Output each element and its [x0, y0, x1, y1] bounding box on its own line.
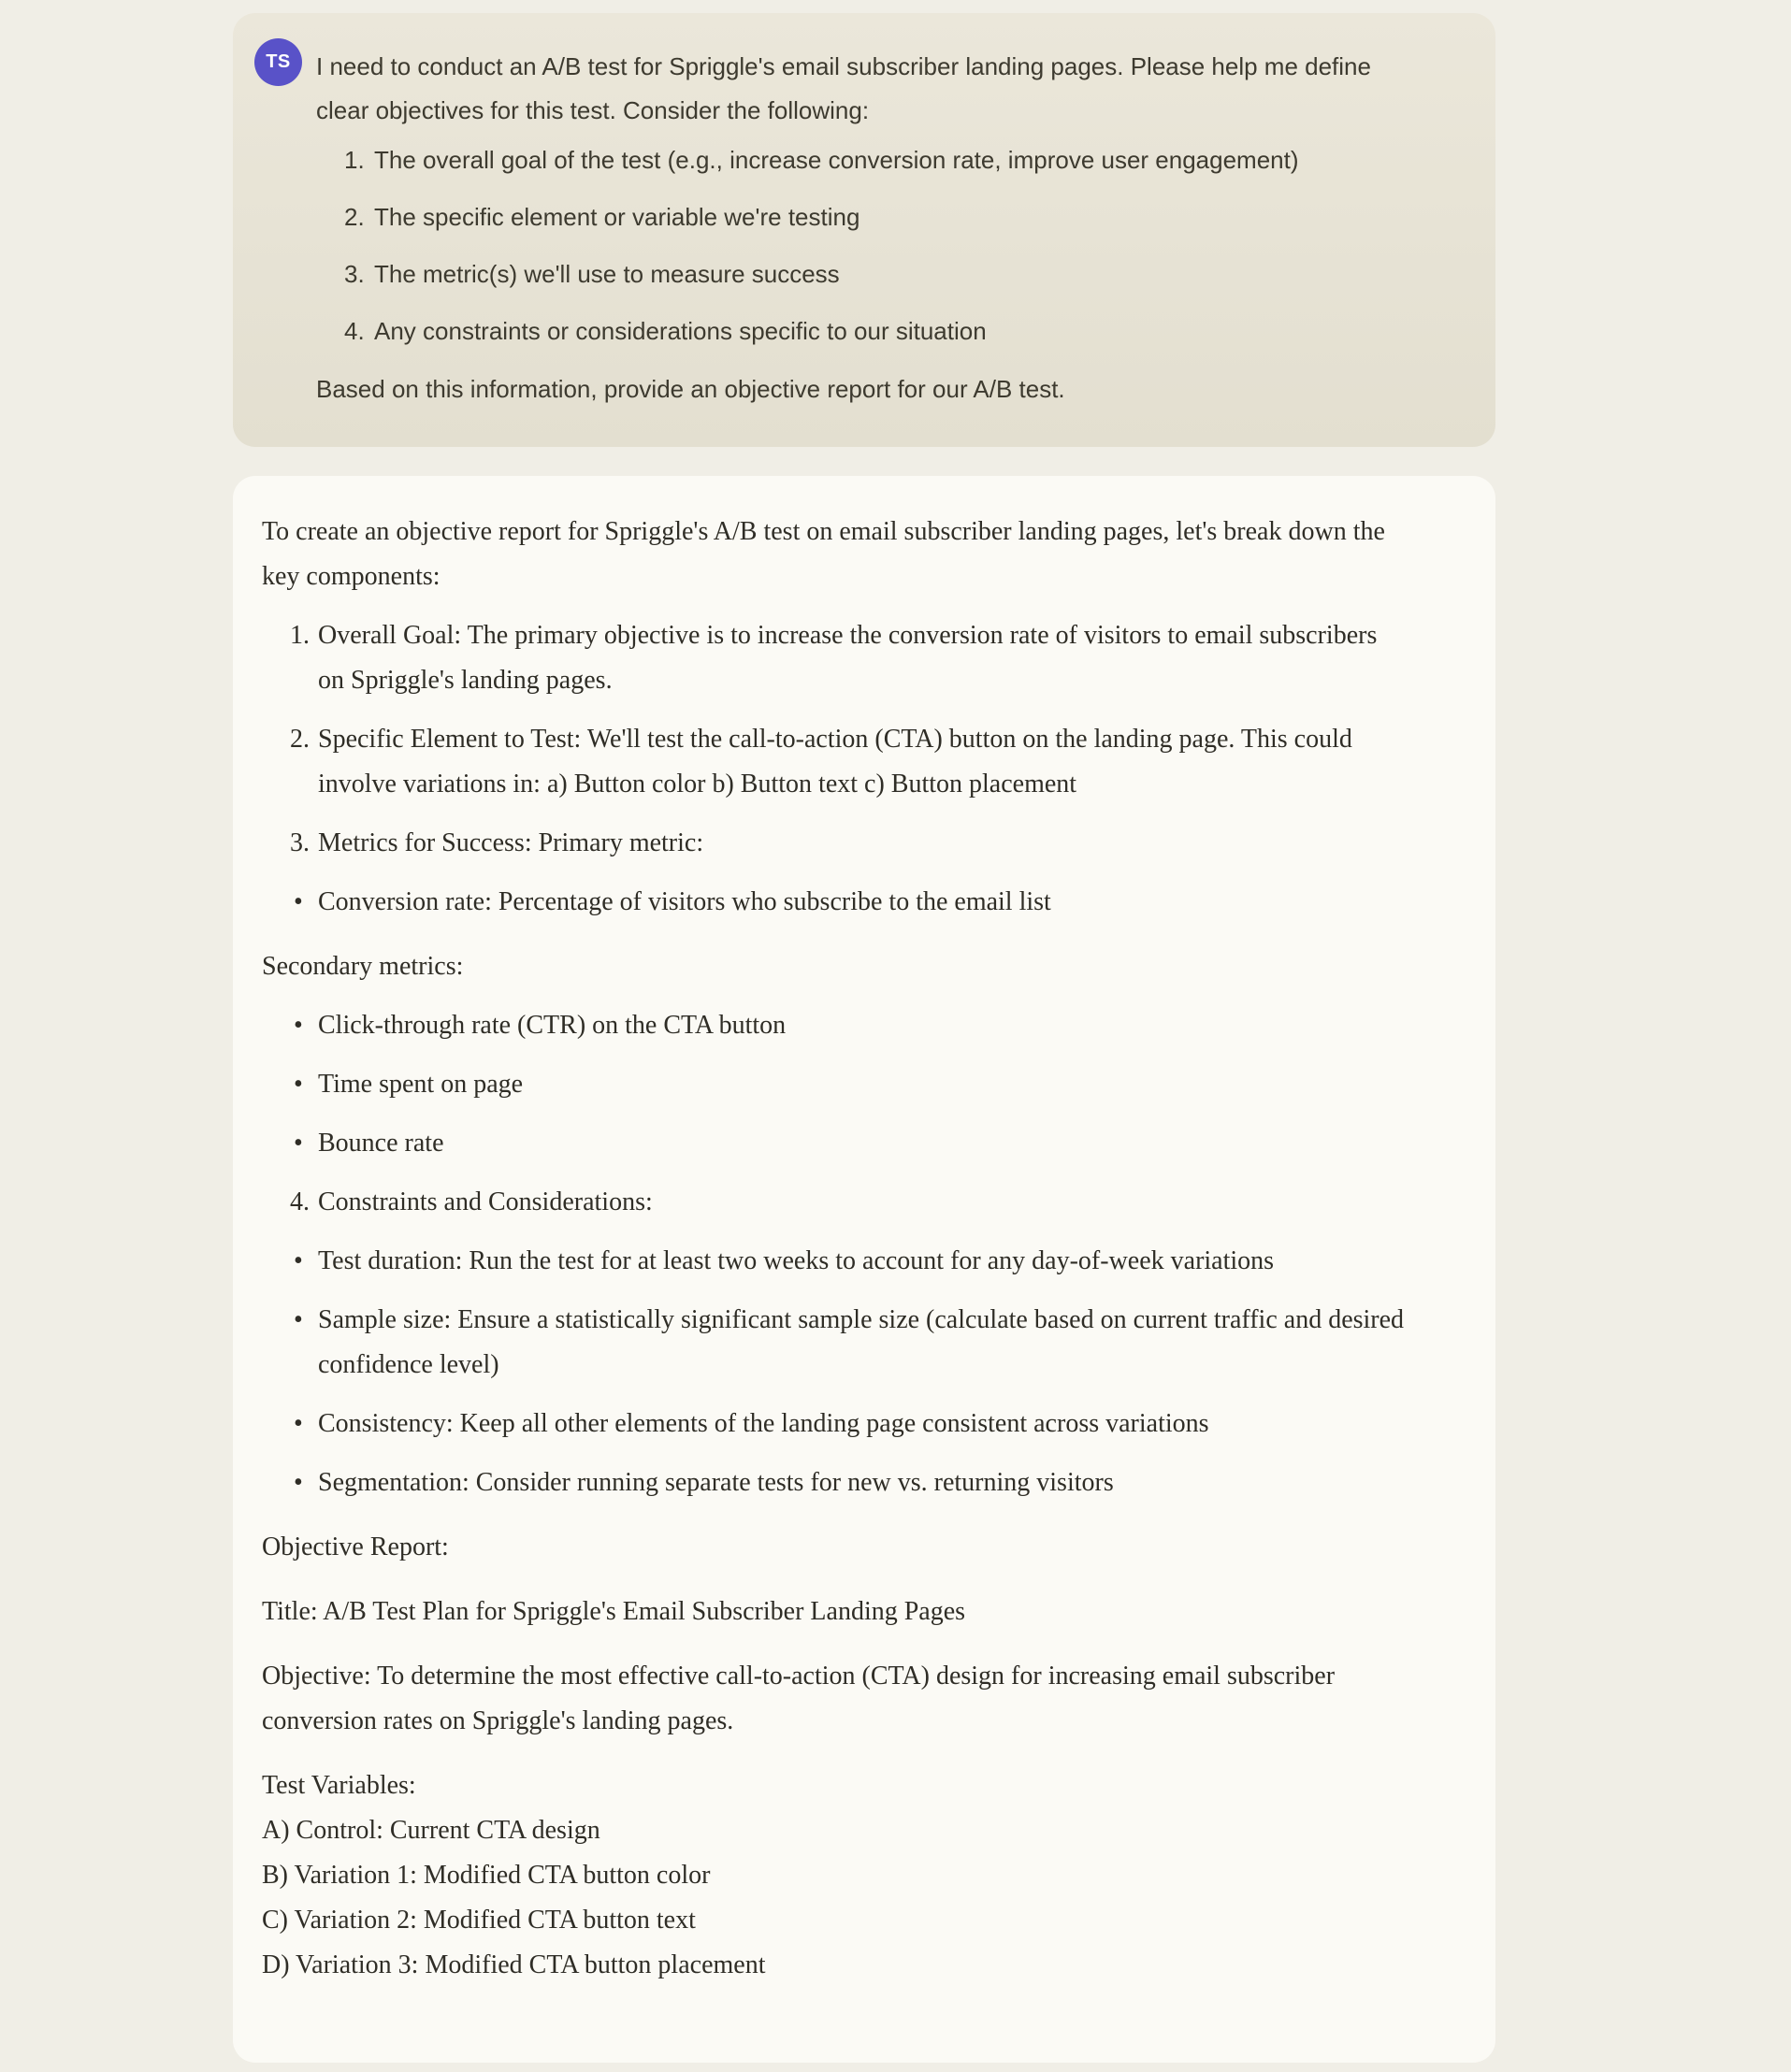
- user-list-number: 1.: [344, 146, 365, 174]
- assistant-paragraph: Objective: To determine the most effective call-to-action (CTA) design for increasing email subscriber conversion rates on Spriggle's landing pages.: [262, 1662, 1336, 1735]
- list-item-text: Consistency: Keep all other elements of the landing page consistent across variations: [318, 1409, 1209, 1438]
- list-item-text: Constraints and Considerations:: [318, 1187, 653, 1216]
- user-message-outro: Based on this information, provide an objective report for our A/B test.: [316, 375, 1065, 403]
- list-item-text: Time spent on page: [318, 1070, 524, 1099]
- assistant-text-line: A) Control: Current CTA design: [262, 1816, 600, 1845]
- assistant-bullet-item: [262, 1062, 1409, 1107]
- assistant-bullet-item: [262, 1121, 1409, 1166]
- bullet-glyph: •: [294, 1246, 303, 1275]
- bullet-glyph: •: [294, 1070, 303, 1099]
- user-list-item-text: The overall goal of the test (e.g., increase conversion rate, improve user engagement): [374, 146, 1299, 174]
- list-item-text: Specific Element to Test: We'll test the call-to-action (CTA) button on the landing page. This could involve variations in: a) Button color b) Button text c) Button placement: [318, 725, 1352, 799]
- assistant-numbered-item: [262, 613, 1409, 703]
- list-item-text: Click-through rate (CTR) on the CTA button: [318, 1011, 787, 1040]
- list-number: 1.: [290, 621, 310, 650]
- list-item-text: Test duration: Run the test for at least two weeks to account for any day-of-week variations: [318, 1246, 1275, 1275]
- bullet-glyph: •: [294, 1468, 303, 1497]
- assistant-message-bubble: [233, 476, 1495, 2063]
- assistant-numbered-item: [262, 1180, 1409, 1225]
- user-list-item: [316, 195, 1430, 239]
- bullet-glyph: •: [294, 1409, 303, 1438]
- user-list-item-text: The specific element or variable we're testing: [374, 203, 860, 231]
- user-message-bubble: [233, 13, 1495, 447]
- user-list-number: 3.: [344, 260, 365, 288]
- list-item-text: Segmentation: Consider running separate tests for new vs. returning visitors: [318, 1468, 1114, 1497]
- list-item-text: Metrics for Success: Primary metric:: [318, 828, 704, 857]
- list-number: 3.: [290, 828, 310, 857]
- bullet-glyph: •: [294, 887, 303, 916]
- user-list-number: 4.: [344, 317, 365, 345]
- assistant-numbered-item: [262, 821, 1409, 866]
- assistant-text-line: Test Variables:: [262, 1771, 416, 1800]
- assistant-paragraph: Objective Report:: [262, 1532, 449, 1561]
- list-item-text: Bounce rate: [318, 1129, 444, 1158]
- user-list-item: [316, 138, 1430, 182]
- assistant-bullet-item: [262, 1239, 1409, 1284]
- list-number: 2.: [290, 725, 310, 754]
- assistant-bullet-item: [262, 1460, 1409, 1505]
- list-item-text: Overall Goal: The primary objective is to increase the conversion rate of visitors to email subscribers on Spriggle's landing pages.: [318, 621, 1378, 695]
- list-item-text: Conversion rate: Percentage of visitors who subscribe to the email list: [318, 887, 1051, 916]
- user-message-content: [316, 45, 1430, 411]
- assistant-bullet-item: [262, 1402, 1409, 1446]
- assistant-text-line: C) Variation 2: Modified CTA button text: [262, 1906, 696, 1935]
- assistant-bullet-item: [262, 1003, 1409, 1048]
- assistant-paragraph: Secondary metrics:: [262, 952, 464, 981]
- assistant-bullet-item: [262, 880, 1409, 925]
- list-item-text: Sample size: Ensure a statistically significant sample size (calculate based on current traffic and desired confidence level): [318, 1305, 1405, 1379]
- user-list-item-text: The metric(s) we'll use to measure success: [374, 260, 840, 288]
- user-list-item: [316, 309, 1430, 353]
- assistant-test-variables: [262, 1763, 1409, 1988]
- list-number: 4.: [290, 1187, 310, 1216]
- assistant-bullet-item: [262, 1298, 1409, 1388]
- user-list-item: [316, 252, 1430, 296]
- assistant-text-line: D) Variation 3: Modified CTA button placement: [262, 1950, 766, 1979]
- user-message-intro: I need to conduct an A/B test for Spriggle's email subscriber landing pages. Please help me define clear objectives for this test. Consider the following:: [316, 52, 1371, 124]
- user-list-number: 2.: [344, 203, 365, 231]
- user-avatar: TS: [254, 38, 302, 86]
- bullet-glyph: •: [294, 1129, 303, 1158]
- assistant-paragraph: To create an objective report for Spriggle's A/B test on email subscriber landing pages, let's break down the key components:: [262, 517, 1385, 591]
- assistant-paragraph: Title: A/B Test Plan for Spriggle's Email Subscriber Landing Pages: [262, 1597, 966, 1626]
- bullet-glyph: •: [294, 1305, 303, 1334]
- chat-thread: [233, 0, 1495, 2063]
- user-list-item-text: Any constraints or considerations specific to our situation: [374, 317, 987, 345]
- bullet-glyph: •: [294, 1011, 303, 1040]
- assistant-numbered-item: [262, 717, 1409, 807]
- assistant-text-line: B) Variation 1: Modified CTA button color: [262, 1861, 711, 1890]
